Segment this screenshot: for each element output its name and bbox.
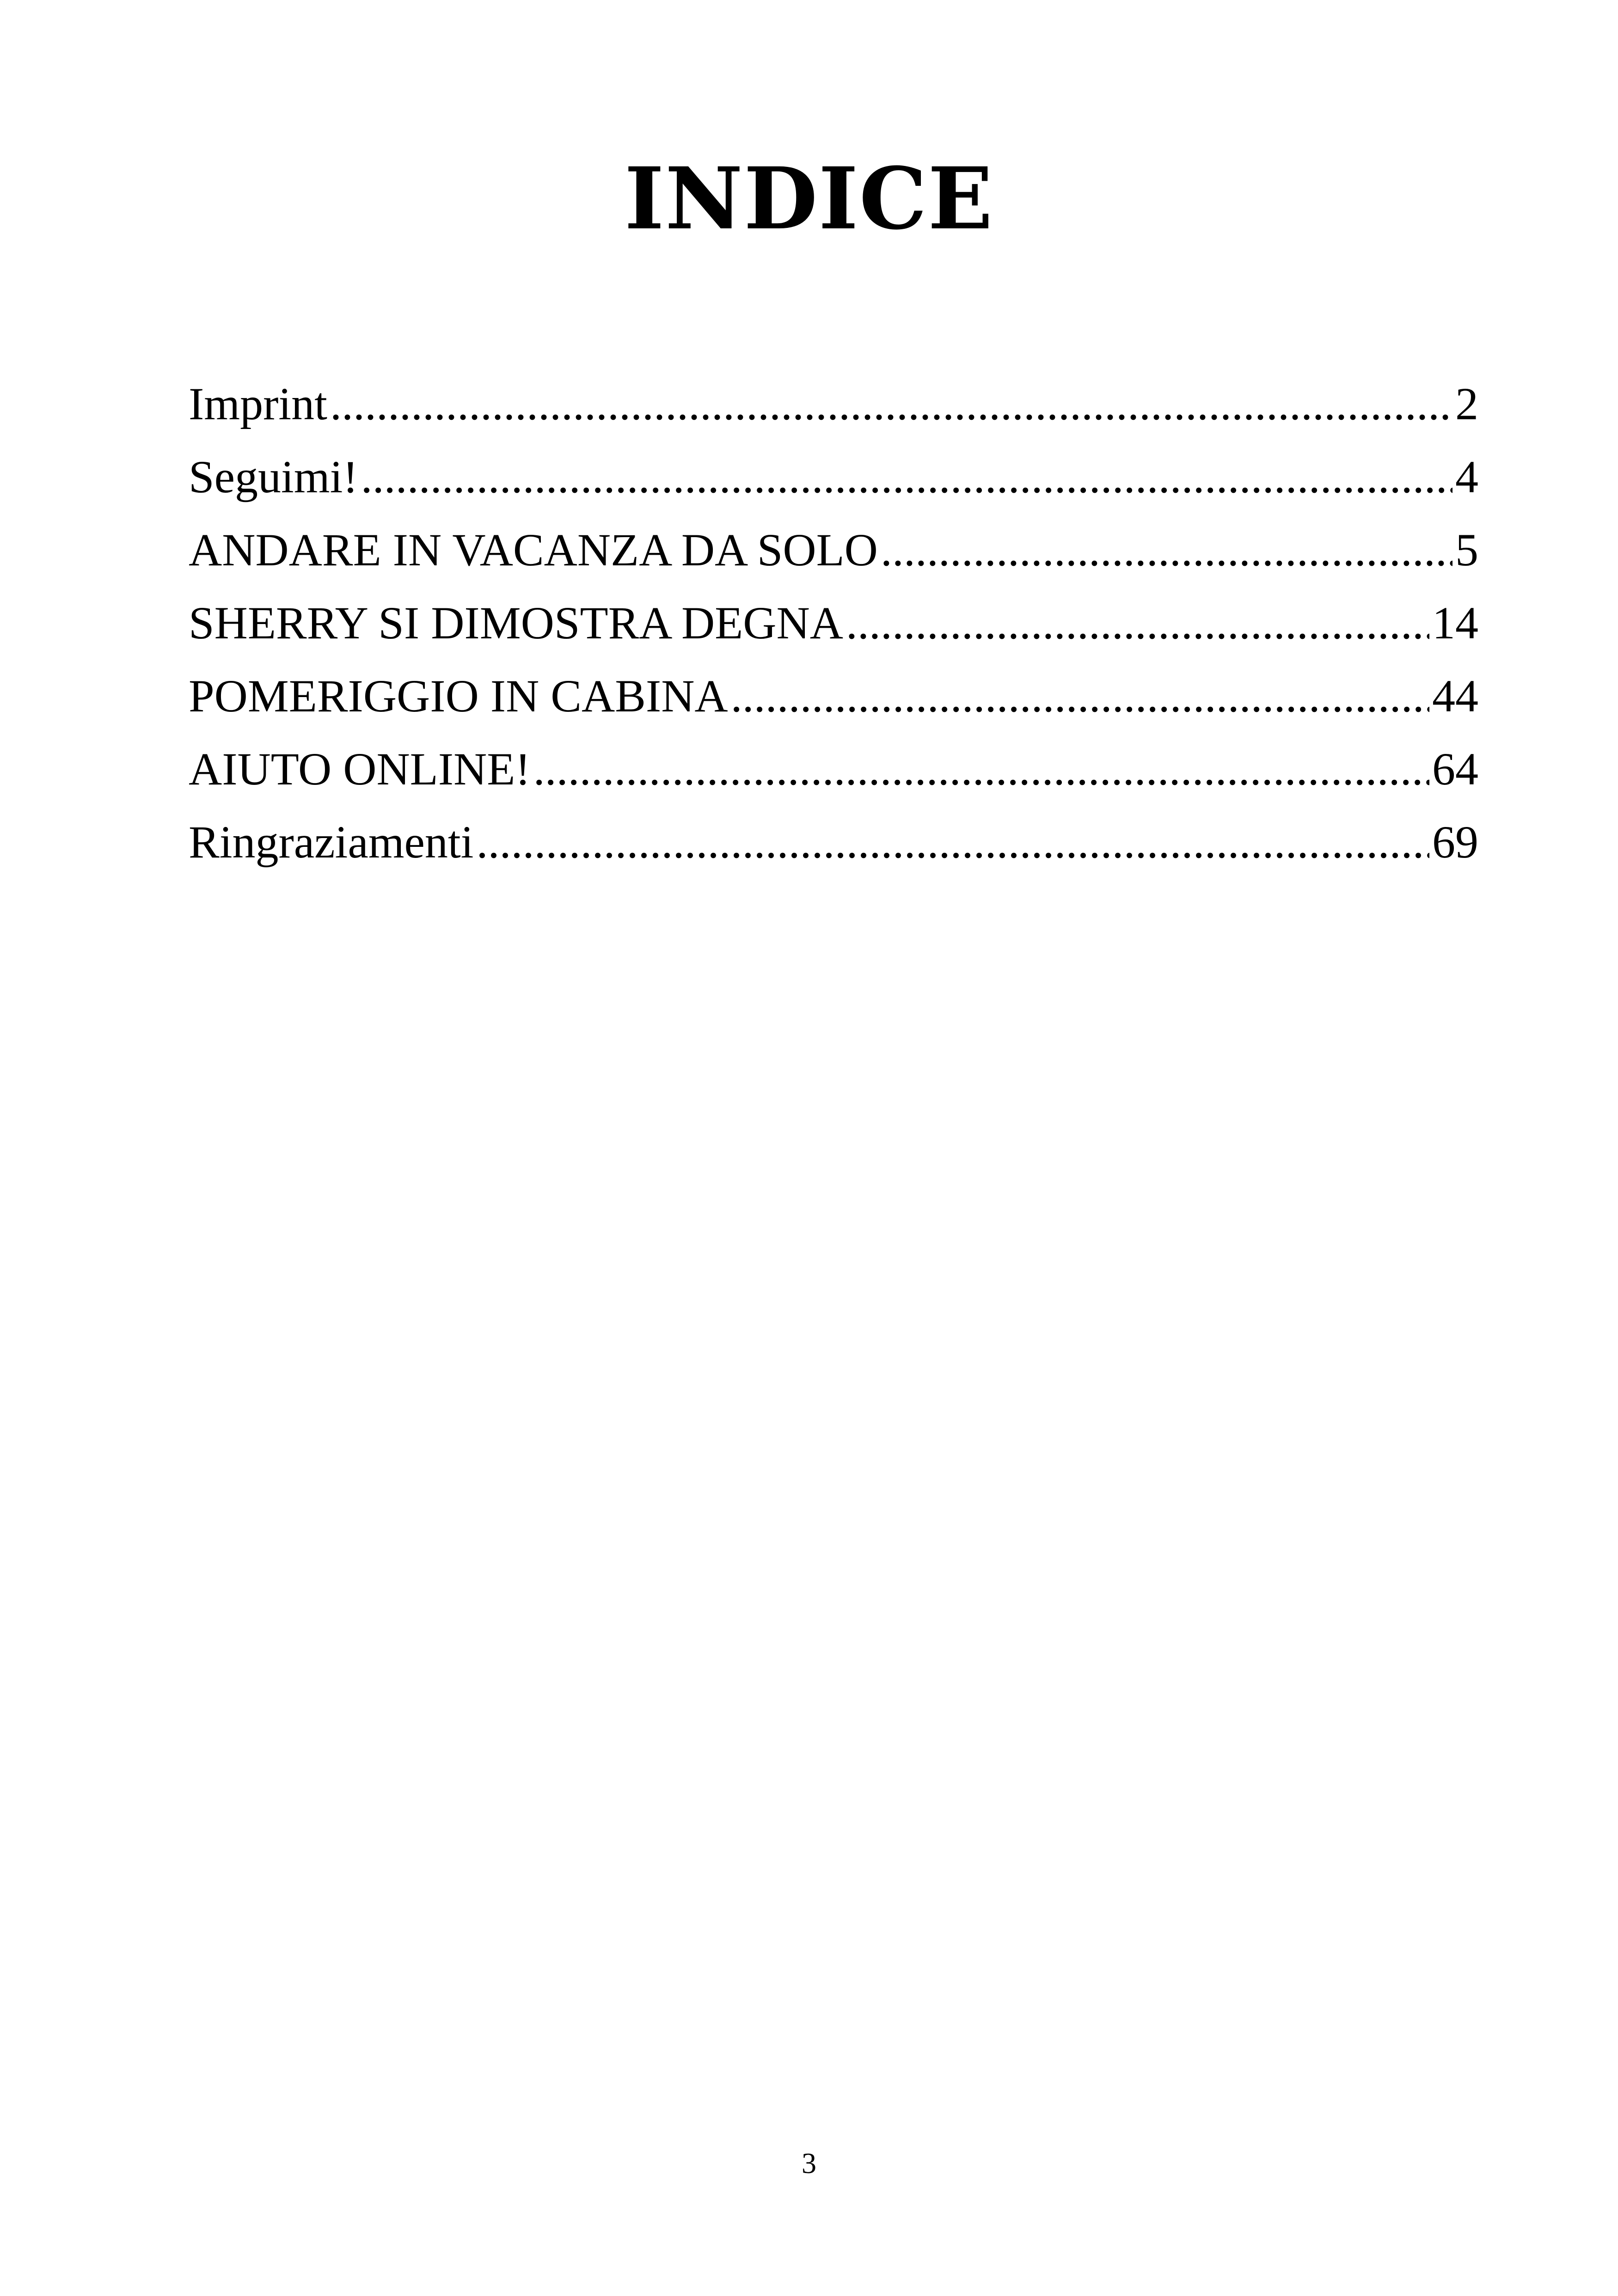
toc-entry-ringraziamenti[interactable] (189, 806, 1478, 879)
toc-entry-page: 44 (1432, 670, 1478, 722)
toc-dot-leader (881, 514, 1453, 587)
toc-dot-leader (361, 441, 1453, 514)
toc-entry-label: POMERIGGIO IN CABINA (189, 670, 728, 722)
toc-entry-page: 69 (1432, 816, 1478, 868)
toc-entry-label: AIUTO ONLINE! (189, 743, 531, 795)
toc-entry-page: 4 (1455, 451, 1478, 502)
toc-entry-label: Ringraziamenti (189, 816, 474, 868)
toc-dot-leader (731, 660, 1429, 733)
toc-entry-pomeriggio[interactable] (189, 660, 1478, 733)
toc-dot-leader (533, 733, 1429, 806)
toc-entry-page: 14 (1432, 597, 1478, 649)
toc-entry-page: 2 (1455, 378, 1478, 429)
toc-entry-label: Imprint (189, 378, 327, 429)
toc-entry-label: Seguimi! (189, 451, 358, 502)
toc-entry-seguimi[interactable] (189, 441, 1478, 514)
table-of-contents (189, 367, 1478, 879)
toc-entry-label: SHERRY SI DIMOSTRA DEGNA (189, 597, 843, 649)
toc-dot-leader (330, 367, 1453, 441)
toc-entry-label: ANDARE IN VACANZA DA SOLO (189, 524, 878, 576)
toc-entry-imprint[interactable] (189, 367, 1478, 441)
toc-entry-page: 64 (1432, 743, 1478, 795)
page-number: 3 (802, 2147, 816, 2180)
toc-dot-leader (476, 806, 1429, 879)
toc-entry-andare-in-vacanza[interactable] (189, 514, 1478, 587)
toc-entry-page: 5 (1455, 524, 1478, 576)
toc-entry-sherry[interactable] (189, 587, 1478, 660)
toc-entry-aiuto-online[interactable] (189, 733, 1478, 806)
page-title: INDICE (624, 149, 994, 249)
toc-dot-leader (846, 587, 1429, 660)
